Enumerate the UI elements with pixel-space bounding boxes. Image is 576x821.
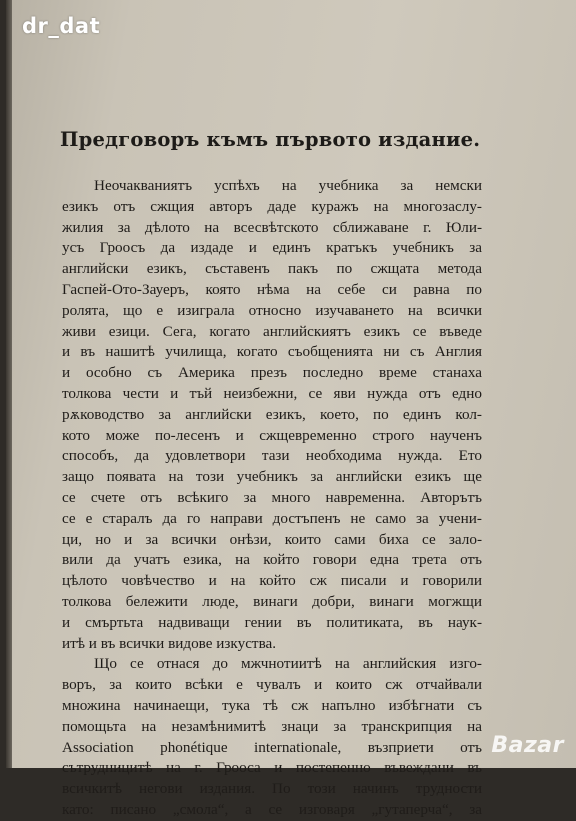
text-line: кото може по-лесенъ и сжщевременно строго наученъ	[62, 426, 482, 444]
page-title: Предговоръ къмъ първото издание.	[60, 128, 481, 151]
text-line: всичкитѣ негови издания. По този начинъ трудности	[62, 780, 482, 798]
text-line: жилия за дѣлото на всесвѣтското сближаване г. Юли-	[62, 218, 482, 236]
text-line: цѣлото човѣчество и на който сж писали и говорили	[62, 572, 482, 590]
page-edge-shadow	[6, 0, 12, 768]
text-line: вили да учатъ езика, на който говори една трета отъ	[62, 551, 482, 569]
text-line: толкова бележити люде, винаги добри, винаги могжщи	[62, 592, 482, 610]
text-line: толкова чести и тъй неизбежни, се яви нужда отъ едно	[62, 384, 482, 402]
text-line: езикъ отъ сжщия авторъ даде куражъ на многозаслу-	[62, 197, 482, 215]
text-line: и смъртьта надвиващи гении въ политиката, въ наук-	[62, 613, 482, 631]
text-line: се е старалъ да го направи достъпенъ не само за учени-	[62, 509, 482, 527]
text-line: множина начинаещи, тука тѣ сж напълно избѣгнати съ	[62, 696, 482, 714]
text-line: ролята, що е изиграла относно изучаването на всички	[62, 301, 482, 319]
text-line: като: писано „смола“, а се изговаря „гутаперча“, за	[62, 800, 482, 818]
text-line: се счете отъ всѣкиго за много навременна. Авторътъ	[62, 488, 482, 506]
watermark-logo-bazar: Bazar	[491, 733, 564, 758]
text-line: итѣ и въ всички видове изкуства.	[62, 634, 277, 652]
text-line: способъ, да удовлетвори тази необходима нужда. Ето	[62, 447, 482, 465]
text-line: и особно съ Америка презъ последно време станаха	[62, 364, 482, 382]
text-line: защо появата на този учебникъ за английски езикъ ще	[62, 468, 482, 486]
text-line: Гаспей-Ото-Зауеръ, която нѣма на себе си равна по	[62, 280, 482, 298]
text-line: воръ, за които всѣки е чувалъ и които сж отчайвали	[62, 676, 482, 694]
text-line: усъ Гроосъ да издаде и единъ кратъкъ учебникъ за	[62, 239, 482, 257]
text-line: рѫководство за английски езикъ, което, по единъ кол-	[62, 405, 482, 423]
text-line: английски езикъ, съставенъ пакъ по сжщата метода	[62, 260, 482, 278]
text-line: помощьта на незамѣнимитѣ знаци за транскрипция на	[62, 717, 482, 735]
text-line: ци, но и за всички онѣзи, които сами биха се зало-	[62, 530, 482, 548]
text-line: и въ нашитѣ училища, когато съобщенията ни съ Англия	[62, 343, 482, 361]
text-line: Неочакваниятъ успѣхъ на учебника за немски	[94, 177, 482, 194]
text-line: сътрудницитѣ на г. Грооса и постепенно въвеждани въ	[62, 759, 482, 777]
text-line: живи езици. Сега, когато английскиятъ езикъ се въведе	[62, 322, 482, 340]
body-text	[62, 176, 482, 821]
text-line: Association phonétique internationale, възприети отъ	[62, 738, 482, 756]
text-line: Що се отнася до мжчнотиитѣ на английския изго-	[94, 655, 482, 673]
book-page	[6, 0, 576, 818]
watermark-logo: dr_dat	[22, 14, 101, 38]
